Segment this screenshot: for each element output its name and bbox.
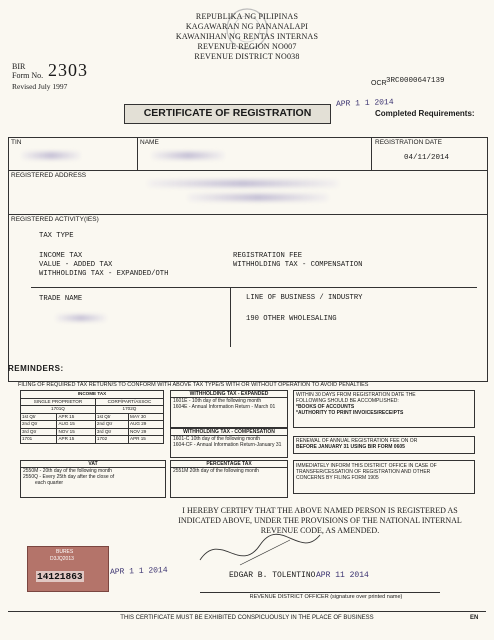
header-line-4: REVENUE REGION NO007 [197, 42, 297, 51]
ocr-value: 3RC0000647139 [386, 77, 445, 85]
vat-box: VAT 2550M - 20th day of the following month 2550Q - Every 25th day after the close of each quarter [20, 460, 166, 498]
activity-left-3: WITHHOLDING TAX - EXPANDED/OTH [39, 270, 169, 278]
footer-notice: THIS CERTIFICATE MUST BE EXHIBITED CONSPICUOUSLY IN THE PLACE OF BUSINESS [120, 615, 374, 621]
table-row: 1st Qtr APR 15 1st Qtr MAY 30 [21, 413, 164, 421]
certification-text: I HEREBY CERTIFY THAT THE ABOVE NAMED PERSON IS REGISTERED AS INDICATED ABOVE, UNDER THE PROVISIONS OF THE NATIONAL INTERNAL REVENUE CODE, AS AMENDED. [178, 506, 462, 535]
line-of-business-label: LINE OF BUSINESS / INDUSTRY [246, 294, 363, 302]
header-line-1: REPUBLIKA NG PILIPINAS [195, 12, 299, 21]
table-row: 3rd Qtr NOV 15 3rd Qtr NOV 29 [21, 428, 164, 436]
filing-notice: FILING OF REQUIRED TAX RETURN/S TO CONFORM WITH ABOVE TAX TYPE/S WITH OR WITHOUT OPERATION TO AVOID PENALTIES [18, 382, 369, 388]
completed-requirements: Completed Requirements: [375, 109, 475, 118]
name-label: NAME [140, 139, 159, 146]
officer-date: APR 11 2014 [316, 571, 369, 580]
activity-left-2: VALUE - ADDED TAX [39, 261, 113, 269]
stamp-number: 14121863 [37, 571, 83, 582]
wt-expanded-box: WITHHOLDING TAX - EXPANDED 1601E - 10th day of the following month 1604E - Annual Information Return - March 01 [170, 390, 288, 428]
form-no-label: Form No. [12, 71, 44, 80]
address-redacted-1 [148, 180, 338, 187]
officer-label: REVENUE DISTRICT OFFICER (signature over printed name) [249, 594, 403, 600]
within-30-days-box: WITHIN 30 DAYS FROM REGISTRATION DATE THE FOLLOWING SHOULD BE ACCOMPLISHED: *BOOKS OF ACCOUNTS *AUTHORITY TO PRINT INVOICES/RECEIPTS [293, 390, 475, 428]
line-of-business-value: 190 OTHER WHOLESALING [246, 315, 337, 323]
address-redacted-2 [188, 194, 328, 201]
table-row: 1701 APR 15 1702 APR 15 [21, 436, 164, 444]
documentary-stamp: BURES D3JQ2013 14121863 [27, 546, 109, 592]
activities-label: REGISTERED ACTIVITY(IES) [11, 216, 99, 223]
tin-label: TIN [11, 139, 22, 146]
percentage-tax-box: PERCENTAGE TAX 2551M 20th day of the following month [170, 460, 288, 498]
table-row: 2nd Qtr AUG 15 2nd Qtr AUG 29 [21, 421, 164, 429]
registration-date-label: REGISTRATION DATE [375, 139, 442, 146]
bir-label: BIR [12, 62, 26, 71]
page-title: CERTIFICATE OF REGISTRATION [143, 107, 312, 119]
form-number: 2303 [48, 60, 88, 80]
income-tax-table: INCOME TAX SINGLE PROPRIETOR CORP/PART/ASSOC 1701Q 1702Q 1st Qtr APR 15 1st Qtr MAY 30 2nd Qtr AUG 15 2nd Qtr AUG 29 3rd Qtr NOV 15 3rd Qtr NOV 29 1701 APR 15 1702 APR 15 [20, 390, 164, 444]
tin-redacted [22, 152, 80, 159]
reminders-title: REMINDERS: [8, 364, 64, 373]
header-line-5: REVENUE DISTRICT NO038 [194, 52, 300, 61]
stamp-date: APR 1 1 2014 [109, 565, 168, 578]
ocr-label: OCR [371, 80, 387, 87]
activity-right-1: REGISTRATION FEE [233, 252, 303, 260]
activity-left-1: INCOME TAX [39, 252, 83, 260]
name-redacted [152, 152, 224, 159]
immediately-inform-box: IMMEDIATELY INFORM THIS DISTRICT OFFICE IN CASE OF TRANSFER/CESSATION OF REGISTRATION AND OTHER CONCERNS BY FILING FORM 1905 [293, 460, 475, 494]
trade-name-redacted [56, 315, 106, 321]
renewal-box: RENEWAL OF ANNUAL REGISTRATION FEE ON OR BEFORE JANUARY 31 USING BIR FORM 0605 [293, 436, 475, 454]
header-line-2: KAGAWARAN NG PANANALAPI [185, 22, 309, 31]
received-stamp-date: APR 1 1 2014 [335, 97, 394, 110]
revised-date: Revised July 1997 [12, 82, 68, 91]
activity-right-2: WITHHOLDING TAX - COMPENSATION [233, 261, 363, 269]
wt-compensation-box: WITHHOLDING TAX - COMPENSATION 1601-C 10th day of the following month 1604-CF - Annual Information Return-January 31 [170, 428, 288, 458]
registration-date-value: 04/11/2014 [404, 154, 450, 162]
trade-name-label: TRADE NAME [39, 295, 83, 303]
officer-name: EDGAR B. TOLENTINO [229, 571, 316, 580]
footer-code: EN [470, 615, 479, 621]
header-line-3: KAWANIHAN NG RENTAS INTERNAS [175, 32, 319, 41]
address-label: REGISTERED ADDRESS [11, 172, 87, 179]
tax-type-heading: TAX TYPE [39, 232, 74, 240]
